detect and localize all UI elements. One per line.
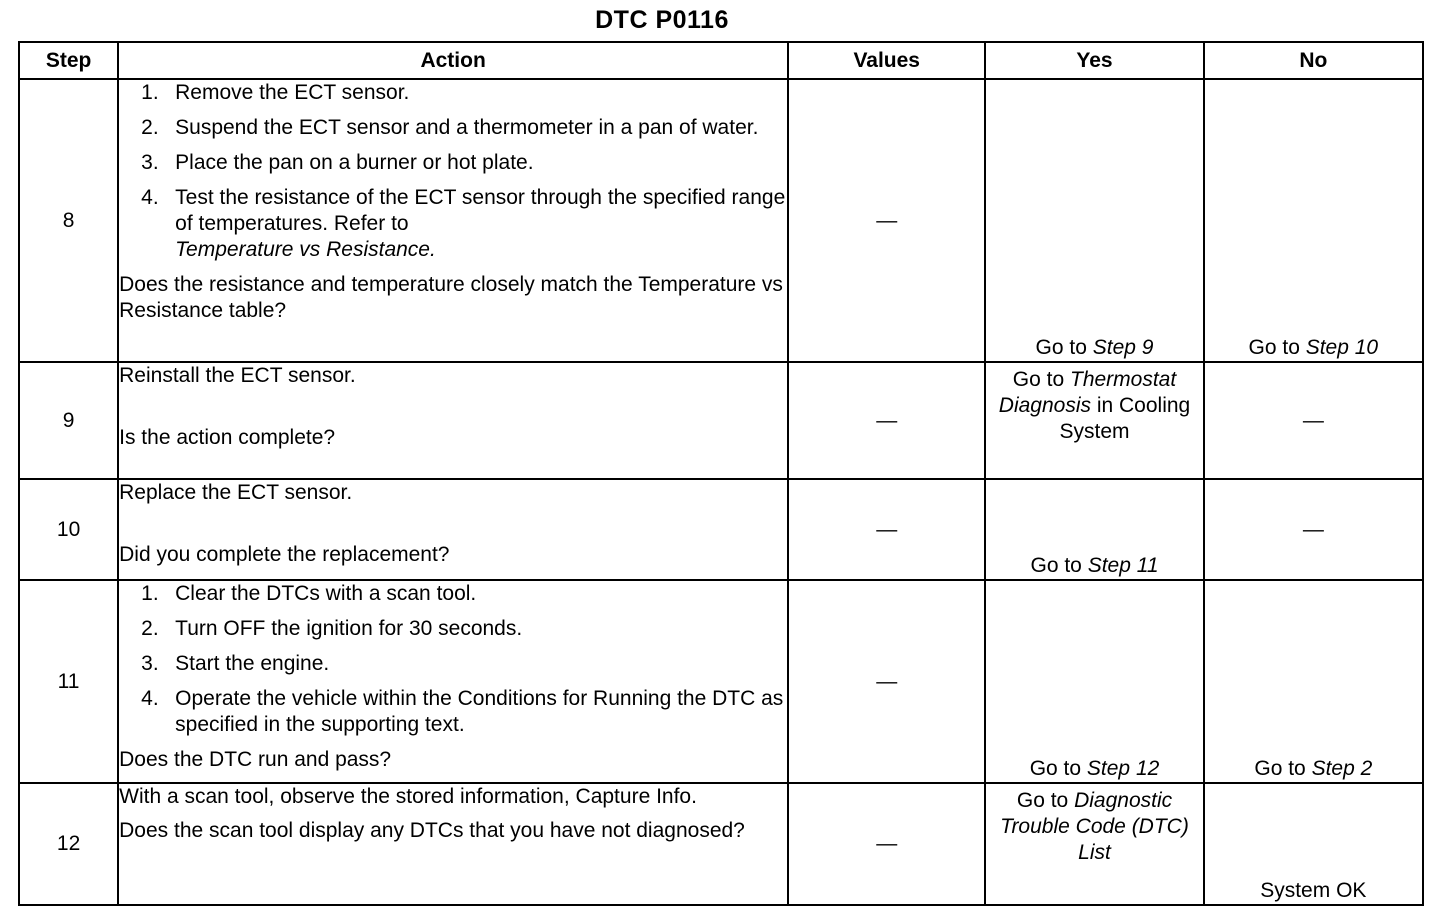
dtc-table — [18, 41, 1424, 906]
values-cell: — — [788, 362, 985, 479]
step-number: 12 — [19, 783, 118, 905]
action-cell — [118, 362, 788, 479]
step-number: 10 — [19, 479, 118, 580]
step-link[interactable]: Step 12 — [1086, 757, 1160, 780]
header-no: No — [1204, 42, 1423, 79]
list-item: 1. Remove the ECT sensor. — [141, 81, 410, 104]
list-item: 4. Operate the vehicle within the Conditions for Running the DTC as specified in the supporting text. — [141, 687, 784, 736]
header-step: Step — [19, 42, 118, 79]
reference-link: Temperature vs Resistance. — [175, 238, 436, 261]
header-yes: Yes — [985, 42, 1203, 79]
yes-cell: Go to Step 11 — [985, 479, 1203, 580]
no-cell: — — [1204, 362, 1423, 479]
list-item: 4. Test the resistance of the ECT sensor through the specified range of temperatures. Refer to Temperature vs Resistance. — [141, 186, 786, 261]
action-list — [119, 80, 787, 263]
list-item: 3. Place the pan on a burner or hot plate. — [141, 151, 534, 174]
table-row — [19, 79, 1423, 362]
action-text: Reinstall the ECT sensor. — [119, 364, 356, 387]
list-item: 2. Turn OFF the ignition for 30 seconds. — [141, 617, 523, 640]
header-row — [19, 42, 1423, 79]
question-text: Does the resistance and temperature closely match the Temperature vs Resistance table? — [119, 273, 783, 322]
page-title: DTC P0116 — [595, 6, 729, 34]
action-text: With a scan tool, observe the stored information, Capture Info. — [119, 785, 697, 808]
diagnosis-link[interactable]: Thermostat Diagnosis — [998, 368, 1177, 417]
yes-cell: Go to Thermostat Diagnosis in Cooling System — [985, 362, 1203, 479]
no-cell: System OK — [1204, 783, 1423, 905]
action-text: Replace the ECT sensor. — [119, 481, 353, 504]
question-text: Did you complete the replacement? — [119, 543, 450, 566]
list-item: 2. Suspend the ECT sensor and a thermometer in a pan of water. — [141, 116, 759, 139]
step-number: 8 — [19, 79, 118, 362]
values-cell: — — [788, 79, 985, 362]
question-text: Does the scan tool display any DTCs that you have not diagnosed? — [119, 819, 745, 842]
header-action: Action — [118, 42, 788, 79]
step-link[interactable]: Step 10 — [1305, 336, 1379, 359]
dtc-list-link[interactable]: Diagnostic Trouble Code (DTC) List — [1000, 789, 1189, 864]
no-cell: Go to Step 2 — [1204, 580, 1423, 783]
action-cell — [118, 479, 788, 580]
step-link[interactable]: Step 2 — [1311, 757, 1373, 780]
action-cell — [118, 580, 788, 783]
list-item: 1. Clear the DTCs with a scan tool. — [141, 582, 477, 605]
step-number: 9 — [19, 362, 118, 479]
table-row — [19, 362, 1423, 479]
step-number: 11 — [19, 580, 118, 783]
list-item: 3. Start the engine. — [141, 652, 330, 675]
yes-cell: Go to Step 12 — [985, 580, 1203, 783]
no-cell: Go to Step 10 — [1204, 79, 1423, 362]
values-cell: — — [788, 783, 985, 905]
values-cell: — — [788, 479, 985, 580]
step-link[interactable]: Step 9 — [1092, 336, 1154, 359]
action-cell — [118, 79, 788, 362]
values-cell: — — [788, 580, 985, 783]
yes-cell: Go to Step 9 — [985, 79, 1203, 362]
no-cell: — — [1204, 479, 1423, 580]
action-list — [119, 581, 787, 738]
step-link[interactable]: Step 11 — [1087, 554, 1159, 577]
yes-cell: Go to Diagnostic Trouble Code (DTC) List — [985, 783, 1203, 905]
action-cell — [118, 783, 788, 905]
header-values: Values — [788, 42, 985, 79]
table-row — [19, 580, 1423, 783]
table-row — [19, 479, 1423, 580]
table-row — [19, 783, 1423, 905]
question-text: Does the DTC run and pass? — [119, 748, 392, 771]
question-text: Is the action complete? — [119, 426, 336, 449]
